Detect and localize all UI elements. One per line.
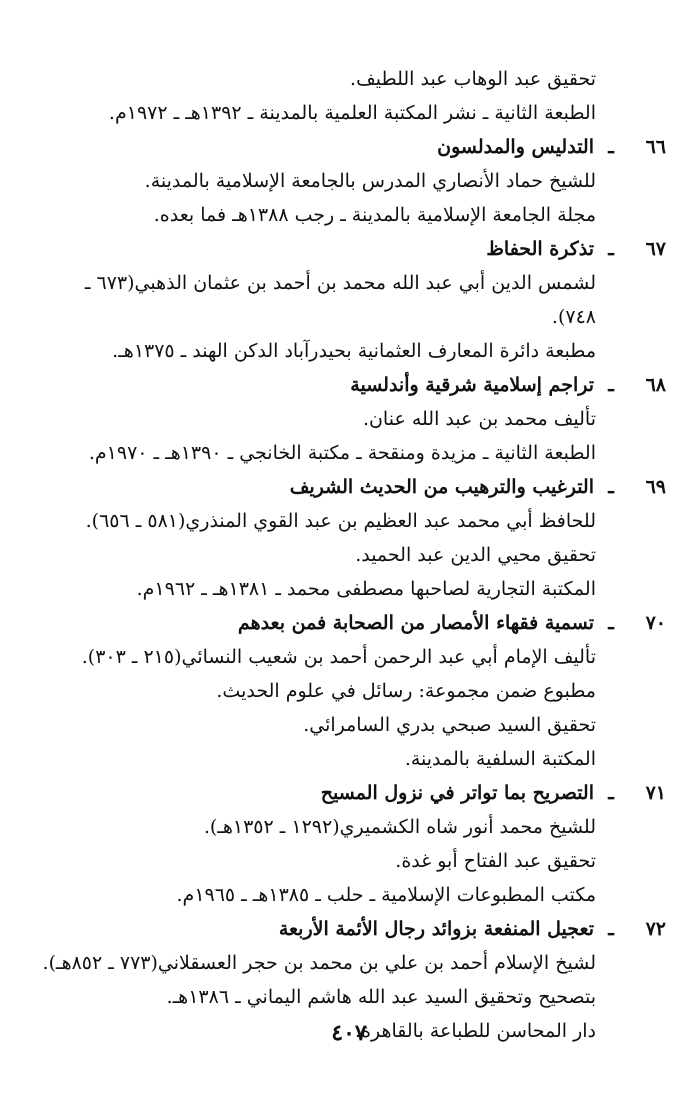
entry-number: ٧٢ <box>645 918 666 940</box>
entry-number: ٦٧ <box>645 238 666 260</box>
entry-heading <box>36 470 666 504</box>
entry-title: تراجم إسلامية شرقية وأندلسية <box>350 374 594 396</box>
entry-line: المكتبة السلفية بالمدينة. <box>404 748 596 770</box>
entry-number: ٦٦ <box>645 136 666 158</box>
bibliography-entry <box>36 130 666 232</box>
entry-line: تأليف محمد بن عبد الله عنان. <box>362 408 596 430</box>
intro-line: الطبعة الثانية ـ نشر المكتبة العلمية بالمدينة ـ ١٣٩٢هـ ـ ١٩٧٢م. <box>108 102 596 124</box>
entry-line: مطبعة دائرة المعارف العثمانية بحيدرآباد الدكن الهند ـ ١٣٧٥هـ. <box>112 340 596 362</box>
entry-dash: ـ <box>608 136 614 158</box>
entry-title: تعجيل المنفعة بزوائد رجال الأئمة الأربعة <box>278 918 594 940</box>
entry-line: للشيخ محمد أنور شاه الكشميري(١٢٩٢ ـ ١٣٥٢هـ). <box>203 816 596 838</box>
entry-line: للشيخ حماد الأنصاري المدرس بالجامعة الإسلامية بالمدينة. <box>144 170 596 192</box>
entry-line: تحقيق السيد صبحي بدري السامرائي. <box>303 714 596 736</box>
entry-heading <box>36 232 666 266</box>
bibliography-entry <box>36 470 666 606</box>
entry-line: مطبوع ضمن مجموعة: رسائل في علوم الحديث. <box>216 680 596 702</box>
entry-heading <box>36 606 666 640</box>
entry-heading <box>36 368 666 402</box>
entry-heading <box>36 776 666 810</box>
entry-line: ٧٤٨). <box>551 306 596 328</box>
document-page <box>36 62 666 1048</box>
entry-line: للحافظ أبي محمد عبد العظيم بن عبد القوي المنذري(٥٨١ ـ ٦٥٦). <box>85 510 596 532</box>
entry-line: تحقيق عبد الفتاح أبو غدة. <box>395 850 596 872</box>
entry-dash: ـ <box>608 612 614 634</box>
entry-line: لشيخ الإسلام أحمد بن علي بن محمد بن حجر العسقلاني(٧٧٣ ـ ٨٥٢هـ). <box>42 952 596 974</box>
intro-line: تحقيق عبد الوهاب عبد اللطيف. <box>350 68 596 90</box>
bibliography-entry <box>36 606 666 776</box>
intro-block <box>36 62 666 130</box>
entry-line: تأليف الإمام أبي عبد الرحمن أحمد بن شعيب النسائي(٢١٥ ـ ٣٠٣). <box>81 646 596 668</box>
entry-line: لشمس الدين أبي عبد الله محمد بن أحمد بن عثمان الذهبي(٦٧٣ ـ <box>84 272 596 294</box>
entry-number: ٧١ <box>645 782 666 804</box>
entry-dash: ـ <box>608 918 614 940</box>
entry-number: ٦٩ <box>645 476 666 498</box>
entry-dash: ـ <box>608 238 614 260</box>
entry-line: تحقيق محيي الدين عبد الحميد. <box>355 544 596 566</box>
bibliography-entry <box>36 368 666 470</box>
entry-line: الطبعة الثانية ـ مزيدة ومنقحة ـ مكتبة الخانجي ـ ١٣٩٠هـ ـ ١٩٧٠م. <box>88 442 596 464</box>
entry-line: مجلة الجامعة الإسلامية بالمدينة ـ رجب ١٣٨٨هـ فما بعده. <box>153 204 596 226</box>
entry-dash: ـ <box>608 374 614 396</box>
bibliography-entry <box>36 776 666 912</box>
page-number: ٤٠٧ <box>331 1020 367 1046</box>
entry-dash: ـ <box>608 476 614 498</box>
entry-heading <box>36 912 666 946</box>
entry-title: تسمية فقهاء الأمصار من الصحابة فمن بعدهم <box>237 612 594 634</box>
entry-dash: ـ <box>608 782 614 804</box>
entry-line: مكتب المطبوعات الإسلامية ـ حلب ـ ١٣٨٥هـ ـ ١٩٦٥م. <box>176 884 596 906</box>
entry-heading <box>36 130 666 164</box>
entries-list <box>36 130 666 1048</box>
entry-title: تذكرة الحفاظ <box>486 238 594 260</box>
entry-line: المكتبة التجارية لصاحبها مصطفى محمد ـ ١٣٨١هـ ـ ١٩٦٢م. <box>136 578 596 600</box>
entry-title: التدليس والمدلسون <box>437 136 594 158</box>
entry-number: ٦٨ <box>645 374 666 396</box>
entry-number: ٧٠ <box>645 612 666 634</box>
entry-title: التصريح بما تواتر في نزول المسيح <box>320 782 594 804</box>
entry-line: بتصحيح وتحقيق السيد عبد الله هاشم اليماني ـ ١٣٨٦هـ. <box>166 986 596 1008</box>
bibliography-entry <box>36 232 666 368</box>
entry-line: دار المحاسن للطباعة بالقاهرة. <box>355 1020 596 1042</box>
entry-title: الترغيب والترهيب من الحديث الشريف <box>289 476 594 498</box>
